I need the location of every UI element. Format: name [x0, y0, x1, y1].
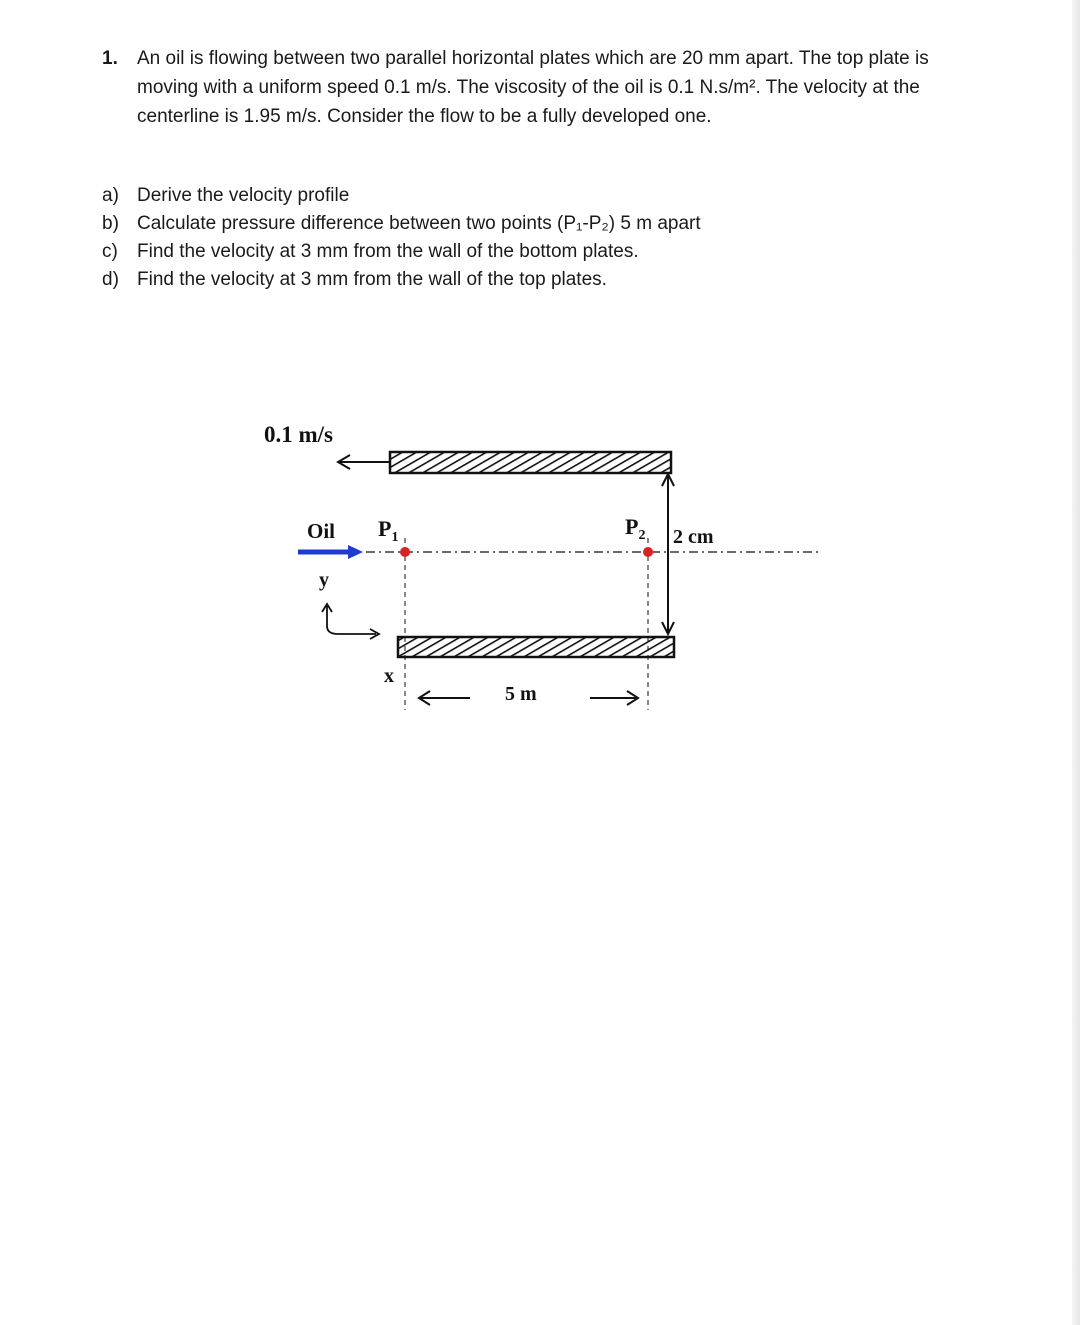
page-edge-shade	[1072, 0, 1080, 1325]
flow-diagram	[250, 410, 830, 720]
gap-dimension-arrow	[662, 474, 674, 634]
flow-diagram-svg	[250, 410, 830, 720]
x-axis-label: x	[384, 665, 394, 687]
part-letter: d)	[102, 269, 119, 290]
y-axis-label: y	[319, 569, 329, 591]
top-speed-label: 0.1 m/s	[264, 422, 333, 447]
problem-number: 1.	[102, 48, 118, 69]
point-p1	[400, 547, 410, 557]
part-letter: b)	[102, 213, 119, 234]
question-parts	[102, 182, 701, 294]
part-a	[102, 182, 701, 210]
oil-flow-arrow	[298, 545, 363, 559]
part-b	[102, 210, 701, 238]
bottom-plate	[398, 637, 674, 657]
p1-label	[378, 516, 398, 545]
top-plate	[390, 452, 671, 473]
part-text: Find the velocity at 3 mm from the wall of the bottom plates.	[137, 241, 639, 262]
gap-label: 2 cm	[673, 526, 714, 548]
part-text: Find the velocity at 3 mm from the wall of the top plates.	[137, 269, 607, 290]
p1-subscript: 1	[391, 530, 399, 545]
p1-letter: P	[378, 516, 392, 541]
p2-label	[625, 514, 645, 543]
part-letter: c)	[102, 241, 118, 262]
top-plate-velocity-arrow	[338, 455, 390, 469]
coordinate-axes	[322, 604, 379, 639]
part-c	[102, 238, 701, 266]
distance-arrow-left	[419, 691, 470, 705]
part-text: Calculate pressure difference between two points (P₁-P₂) 5 m apart	[137, 213, 701, 234]
p2-subscript: 2	[638, 528, 646, 543]
p2-letter: P	[625, 514, 639, 539]
problem-text: An oil is flowing between two parallel horizontal plates which are 20 mm apart. The top plate is moving with a uniform speed 0.1 m/s. The viscosity of the oil is 0.1 N.s/m². The velocity at the centerline is 1.95 m/s. Consider the flow to be a fully developed one.	[137, 48, 929, 127]
part-letter: a)	[102, 185, 119, 206]
point-p2	[643, 547, 653, 557]
oil-label: Oil	[307, 519, 336, 543]
part-text: Derive the velocity profile	[137, 185, 350, 206]
problem-statement	[102, 44, 982, 150]
distance-arrow-right	[590, 691, 638, 705]
distance-label: 5 m	[505, 683, 537, 705]
part-d	[102, 266, 701, 294]
